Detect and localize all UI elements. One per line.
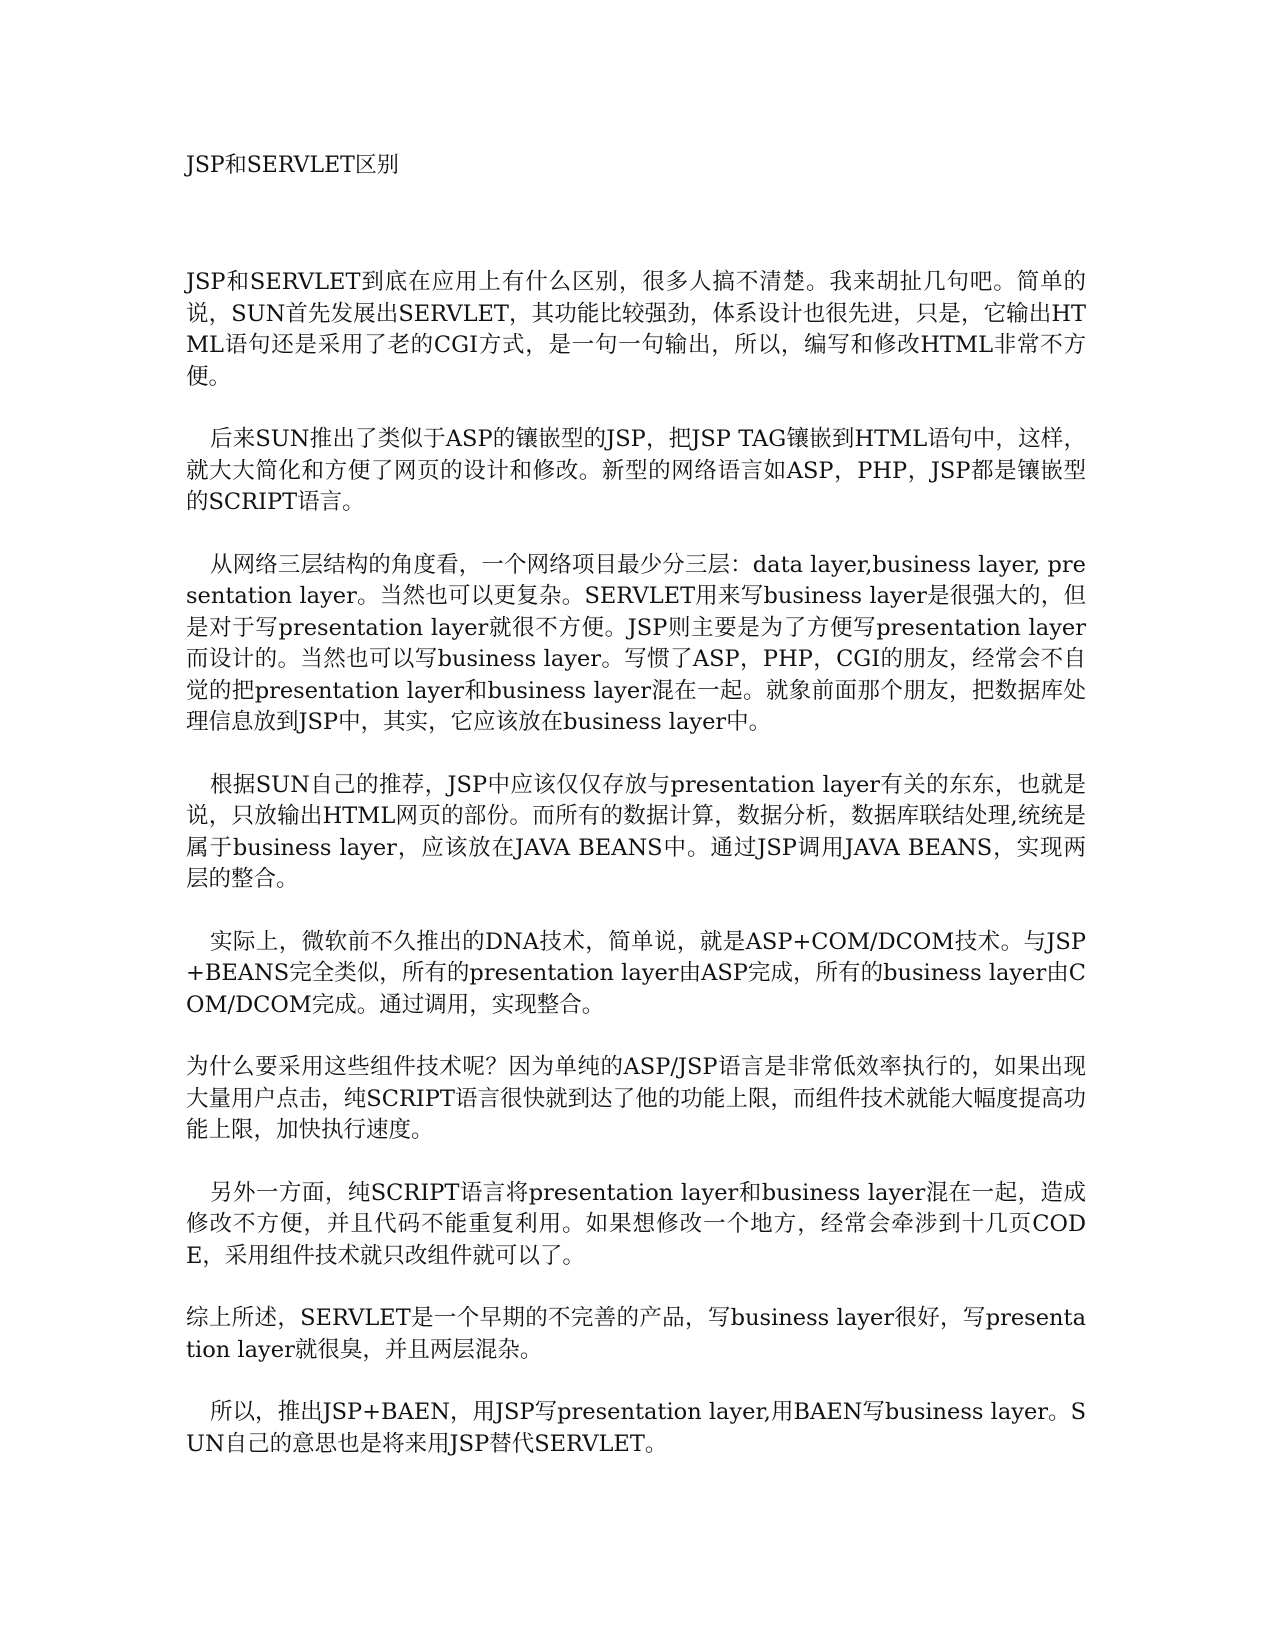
paragraph-sun-recommendation: 根据SUN自己的推荐，JSP中应该仅仅存放与presentation layer有关的东东，也就是说，只放输出HTML网页的部份。而所有的数据计算，数据分析，数据库联结处理,统统是属于business layer，应该放在JAVA BEANS中。通过JSP调用JAVA BEANS，实现两层的整合。 bbox=[186, 771, 1086, 892]
document-body bbox=[186, 267, 1086, 1491]
document-title: JSP和SERVLET区别 bbox=[186, 153, 399, 178]
paragraph-why-components: 为什么要采用这些组件技术呢？因为单纯的ASP/JSP语言是非常低效率执行的，如果出现大量用户点击，纯SCRIPT语言很快就到达了他的功能上限，而组件技术就能大幅度提高功能上限，加快执行速度。 bbox=[186, 1054, 1086, 1143]
paragraph-summary: 综上所述，SERVLET是一个早期的不完善的产品，写business layer很好，写presentation layer就很臭，并且两层混杂。 bbox=[186, 1305, 1086, 1363]
paragraph-conclusion: 所以，推出JSP+BAEN，用JSP写presentation layer,用BAEN写business layer。SUN自己的意思也是将来用JSP替代SERVLET。 bbox=[186, 1399, 1086, 1457]
paragraph-intro: JSP和SERVLET到底在应用上有什么区别，很多人搞不清楚。我来胡扯几句吧。简单的说，SUN首先发展出SERVLET，其功能比较强劲，体系设计也很先进，只是，它输出HTML语句还是采用了老的CGI方式，是一句一句输出，所以，编写和修改HTML非常不方便。 bbox=[186, 269, 1086, 390]
paragraph-reuse: 另外一方面，纯SCRIPT语言将presentation layer和business layer混在一起，造成修改不方便，并且代码不能重复利用。如果想修改一个地方，经常会牵涉到十几页CODE，采用组件技术就只改组件就可以了。 bbox=[186, 1179, 1086, 1269]
paragraph-embedded-jsp: 后来SUN推出了类似于ASP的镶嵌型的JSP，把JSP TAG镶嵌到HTML语句中，这样，就大大简化和方便了网页的设计和修改。新型的网络语言如ASP，PHP，JSP都是镶嵌型的SCRIPT语言。 bbox=[186, 426, 1086, 515]
paragraph-dna-technology: 实际上，微软前不久推出的DNA技术，简单说，就是ASP+COM/DCOM技术。与JSP+BEANS完全类似，所有的presentation layer由ASP完成，所有的business layer由COM/DCOM完成。通过调用，实现整合。 bbox=[186, 928, 1086, 1018]
paragraph-three-layers: 从网络三层结构的角度看，一个网络项目最少分三层：data layer,business layer, presentation layer。当然也可以更复杂。SERVLET用来写business layer是很强大的，但是对于写presentation layer就很不方便。JSP则主要是为了方便写presentation layer而设计的。当然也可以写business layer。写惯了ASP，PHP，CGI的朋友，经常会不自觉的把presentation layer和business layer混在一起。就象前面那个朋友，把数据库处理信息放到JSP中，其实，它应该放在business layer中。 bbox=[186, 551, 1086, 735]
